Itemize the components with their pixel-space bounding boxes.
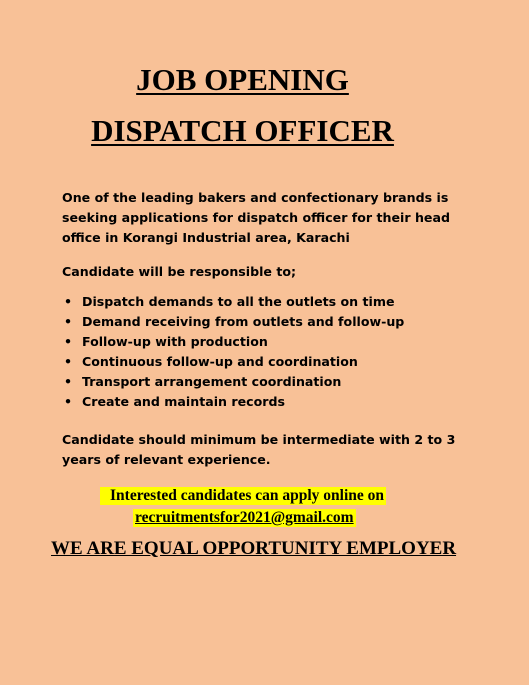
intro-paragraph: One of the leading bakers and confectionary brands is seeking applications for dispatch officer for their head office in Korangi Industrial area, Karachi [62, 190, 450, 245]
list-item [62, 372, 502, 392]
bullet-icon: • [64, 334, 73, 349]
duty-text: Transport arrangement coordination [82, 374, 342, 389]
duty-text: Dispatch demands to all the outlets on time [82, 294, 395, 309]
bullet-icon: • [64, 294, 73, 309]
list-item [62, 312, 502, 332]
bullet-icon: • [64, 314, 73, 329]
job-opening-title: JOB OPENING [136, 62, 349, 97]
bullet-icon: • [64, 374, 73, 389]
responsibilities-heading: Candidate will be responsible to; [62, 264, 297, 279]
equal-opportunity-statement: WE ARE EQUAL OPPORTUNITY EMPLOYER [51, 538, 457, 559]
apply-instruction: Interested candidates can apply online on [100, 487, 386, 505]
duty-text: Follow-up with production [82, 334, 268, 349]
duty-text: Demand receiving from outlets and follow-up [82, 314, 405, 329]
list-item [62, 392, 502, 412]
responsibilities-list [62, 292, 502, 412]
duty-text: Continuous follow-up and coordination [82, 354, 358, 369]
duty-text: Create and maintain records [82, 394, 285, 409]
bullet-icon: • [64, 394, 73, 409]
requirement-paragraph: Candidate should minimum be intermediate with 2 to 3 years of relevant experience. [62, 432, 456, 467]
list-item [62, 292, 502, 312]
list-item [62, 352, 502, 372]
bullet-icon: • [64, 354, 73, 369]
position-title: DISPATCH OFFICER [91, 113, 394, 148]
apply-email-link[interactable]: recruitmentsfor2021@gmail.com [135, 509, 354, 526]
list-item [62, 332, 502, 352]
